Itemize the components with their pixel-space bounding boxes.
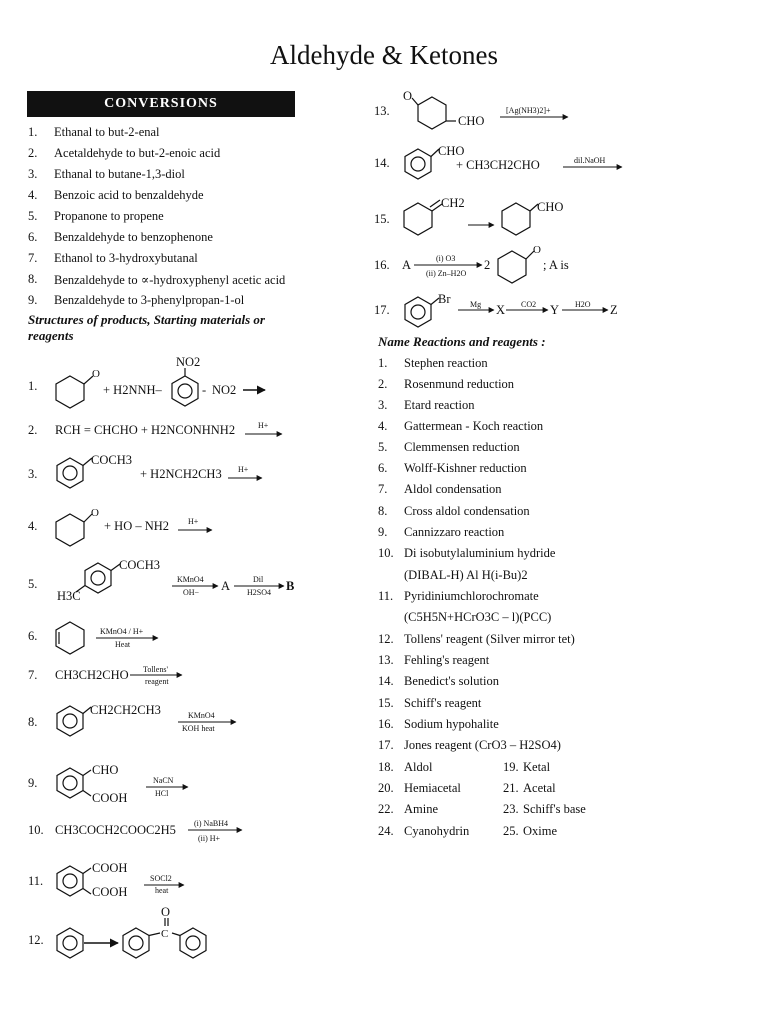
problem-12-o: O — [161, 905, 171, 919]
problem-14-sub: CHO — [438, 144, 465, 158]
problem-15-sub2: CHO — [537, 200, 564, 214]
problem-12-number: 12. — [28, 933, 44, 947]
problem-11-arrow-bot: heat — [155, 886, 169, 895]
problem-10-number: 10. — [28, 823, 44, 837]
problem-13-arrow-top: [Ag(NH3)2]+ — [506, 106, 551, 115]
name-reactions-heading: Name Reactions and reagents : — [378, 334, 546, 349]
problem-14-arrow-top: dil.NaOH — [574, 156, 606, 165]
benzene-ring — [405, 149, 439, 179]
problem-5-number: 5. — [28, 577, 38, 591]
problem-17-m2: CO2 — [521, 300, 537, 309]
oxygen-label: O — [91, 507, 99, 519]
problem-9-arrow-top: NaCN — [153, 776, 174, 785]
problem-1-no2-right: NO2 — [212, 383, 237, 397]
benzene-ring — [172, 368, 198, 406]
problem-3-sub: COCH3 — [91, 453, 132, 467]
problem-7-number: 7. — [28, 668, 38, 682]
cyclohexene-structure — [56, 622, 84, 654]
problem-14-number: 14. — [374, 156, 390, 170]
problem-16-two: 2 — [484, 258, 491, 272]
cyclohexane-aldehyde-structure — [502, 203, 538, 235]
problem-8-arrow-top: KMnO4 — [188, 711, 215, 720]
problem-5-sub2: H3C — [57, 589, 81, 603]
problem-1-number: 1. — [28, 379, 38, 393]
cyclohexanone-structure — [56, 376, 93, 408]
problem-14-reagent: + CH3CH2CHO — [456, 158, 540, 172]
problem-10-arrow-top: (i) NaBH4 — [194, 819, 228, 828]
problem-16-arrow-top: (i) O3 — [436, 254, 456, 263]
problem-11-arrow-top: SOCl2 — [150, 874, 172, 883]
problem-16-tail: ; A is — [543, 258, 569, 272]
problem-3-number: 3. — [28, 467, 38, 481]
problem-5-arrow2-top: Dil — [253, 575, 264, 584]
problem-5-arrow2-bot: H2SO4 — [247, 588, 272, 597]
problem-6-arrow-top: KMnO4 / H+ — [100, 627, 144, 636]
page-title: Aldehyde & Ketones — [270, 40, 498, 70]
benzene-ring — [57, 928, 83, 958]
problem-17-m3: H2O — [575, 300, 591, 309]
problem-11-number: 11. — [28, 874, 44, 888]
problem-7-text: CH3CH2CHO — [55, 668, 129, 682]
right-problems — [370, 85, 650, 330]
problem-9-sub1: CHO — [92, 763, 119, 777]
problem-17-y: Y — [550, 303, 560, 317]
structures-heading: Structures of products, Starting materials or reagents — [28, 312, 265, 343]
problem-4-reagent: + HO – NH2 — [104, 519, 170, 533]
cyclohexanone-aldehyde-structure — [412, 97, 456, 129]
name-pairs-list: 18. Aldol 19. Ketal 20. Hemiacetal 21. Acetal 22. Amine 23. Schiff's base 24. Cyanohydrin 25. Oxime — [378, 760, 586, 838]
problem-17-x: X — [496, 303, 506, 317]
conversions-header: CONVERSIONS — [27, 91, 295, 117]
name-reactions-list: 1. Stephen reaction 2. Rosenmund reduction 3. Etard reaction 4. Gattermean - Koch reaction 5. Clemmensen reduction 6. Wolff-Kishner reduction 7. Aldol condensation 8. Cross aldol condensation 9. Cannizzaro reaction 10. Di isobutylaluminium hydride (DIBAL-H) Al H(i-Bu)2 11. Pyridiniumchlorochromate (C5H5N+HCrO3C – l)(PCC) 12. Tollens' reagent (Silver mirror tet) 13. Fehling's reagent 14. Benedict's solution 15. Schiff's reagent 16. Sodium hypohalite 17. Jones reagent (CrO3 – H2SO4) — [378, 356, 575, 752]
benzene-ring — [57, 706, 91, 736]
problem-2-text: RCH = CHCHO + H2NCONHNH2 — [55, 423, 236, 437]
methylenecyclohexane-structure — [404, 200, 442, 235]
problem-11-sub1: COOH — [92, 861, 128, 875]
problem-4-arrow-label: H+ — [188, 517, 199, 526]
problem-10-text: CH3COCH2COOC2H5 — [55, 823, 176, 837]
bond-dash: - — [202, 383, 207, 397]
problem-9-sub2: COOH — [92, 791, 128, 805]
problem-5-b: B — [286, 579, 295, 593]
benzene-ring — [57, 768, 91, 798]
benzene-ring — [57, 866, 91, 896]
problem-1-no2-top: NO2 — [176, 355, 201, 369]
problem-17-m1: Mg — [470, 300, 482, 309]
problem-16-a: A — [402, 258, 412, 272]
problem-3-arrow-label: H+ — [238, 465, 249, 474]
oxygen-label: O — [92, 368, 100, 380]
benzene-ring — [76, 563, 120, 593]
problem-8-sub: CH2CH2CH3 — [90, 703, 161, 717]
problem-16-arrow-bot: (ii) Zn–H2O — [426, 269, 467, 278]
conversions-list: 1. Ethanal to but-2-enal 2. Acetaldehyde to but-2-enoic acid 3. Ethanal to butane-1,3-diol 4. Benzoic acid to benzaldehyde 5. Propanone to propene 6. Benzaldehyde to benzophenone 7. Ethanol to 3-hydroxybutanal 8. Benzaldehyde to ∝-hydroxyphenyl acetic acid 9. Benzaldehyde to 3-phenylpropan-1-ol — [28, 125, 286, 307]
problem-6-arrow-bot: Heat — [115, 640, 131, 649]
benzene-ring — [405, 297, 439, 327]
problem-4-number: 4. — [28, 519, 38, 533]
problem-5-arrow1-top: KMnO4 — [177, 575, 204, 584]
problem-17-number: 17. — [374, 303, 390, 317]
problem-1-reagent: + H2NNH– — [103, 383, 162, 397]
problem-17-sub: Br — [438, 292, 451, 306]
benzene-ring — [57, 458, 92, 488]
problem-8-number: 8. — [28, 715, 38, 729]
problem-7-arrow-top: Tollens' — [143, 665, 168, 674]
cyclohexanone-structure — [56, 514, 92, 546]
cyclohexanone-structure — [498, 251, 534, 283]
problem-12-c: C — [161, 928, 169, 940]
problem-16-o: O — [533, 244, 541, 256]
problem-2-arrow-label: H+ — [258, 421, 269, 430]
problem-13-sub: CHO — [458, 114, 485, 128]
problem-13-number: 13. — [374, 104, 390, 118]
problem-17-z: Z — [610, 303, 618, 317]
problem-13-o: O — [403, 89, 413, 103]
problem-9-number: 9. — [28, 776, 38, 790]
problem-5-arrow1-bot: OH− — [183, 588, 200, 597]
problem-5-a: A — [221, 579, 231, 593]
problem-6-number: 6. — [28, 629, 38, 643]
problem-15-number: 15. — [374, 212, 390, 226]
problem-9-arrow-bot: HCl — [155, 789, 169, 798]
problem-11-sub2: COOH — [92, 885, 128, 899]
problem-7-arrow-bot: reagent — [145, 677, 169, 686]
problem-5-sub: COCH3 — [119, 558, 160, 572]
problem-16-number: 16. — [374, 258, 390, 272]
problem-10-arrow-bot: (ii) H+ — [198, 834, 221, 843]
problem-15-sub1: CH2 — [441, 196, 465, 210]
problem-3-reagent: + H2NCH2CH3 — [140, 467, 222, 481]
problem-2-number: 2. — [28, 423, 38, 437]
problem-8-arrow-bot: KOH heat — [182, 724, 215, 733]
left-problems — [0, 350, 370, 970]
